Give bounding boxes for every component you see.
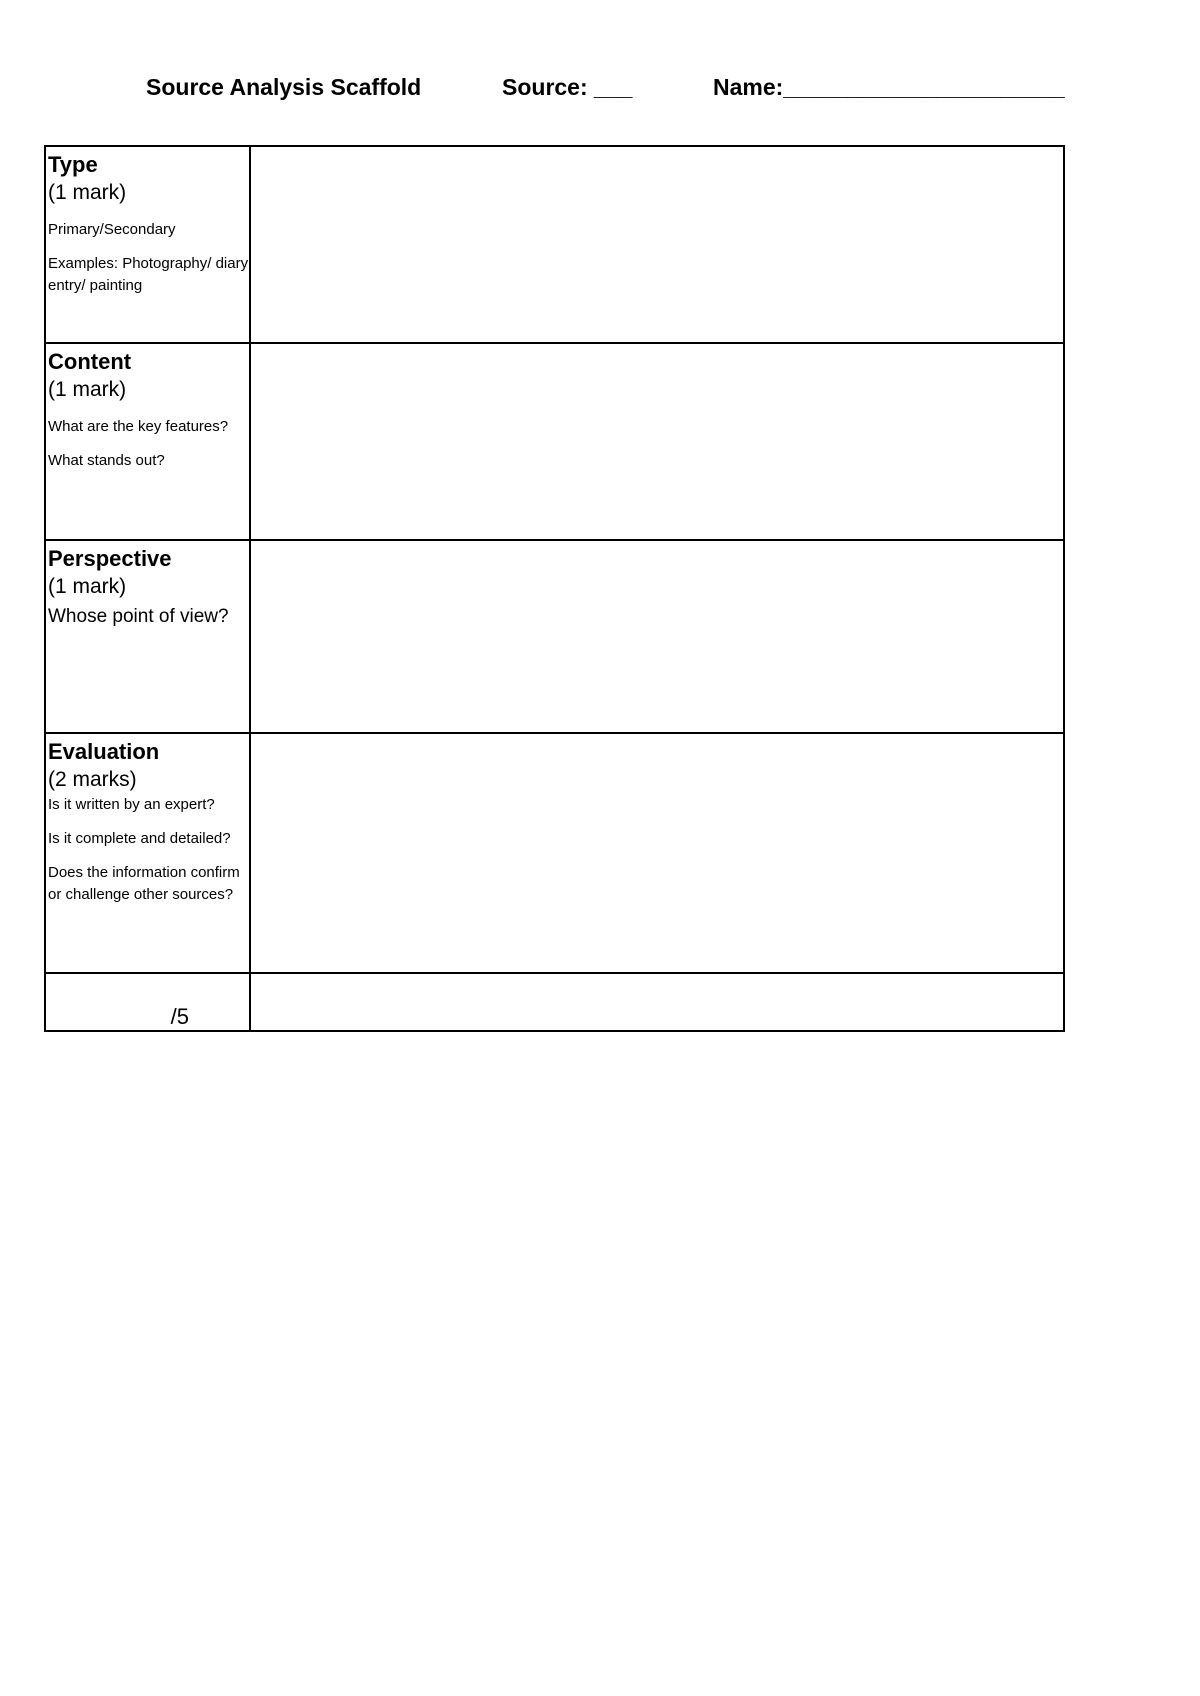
row-title: Type [48,152,98,177]
total-score-cell[interactable] [45,973,250,1031]
worksheet-header [0,74,1200,110]
table-row-content [45,343,1064,540]
perspective-answer-cell[interactable] [250,540,1064,733]
row-prompt: Examples: Photography/ diary entry/ painting [48,255,249,294]
total-comment-cell[interactable] [250,973,1064,1031]
perspective-label-cell [45,540,250,733]
type-answer-cell[interactable] [250,146,1064,343]
row-title: Perspective [48,546,172,571]
evaluation-label-cell [45,733,250,973]
content-answer-cell[interactable] [250,343,1064,540]
worksheet-title: Source Analysis Scaffold [146,74,422,100]
table-row-type [45,146,1064,343]
row-title: Content [48,349,132,374]
row-prompt: Does the information confirm or challenge other sources? [48,864,240,903]
table-row-total [45,973,1064,1031]
row-prompt: What are the key features? [48,418,229,435]
row-prompt: What stands out? [48,452,165,469]
row-marks: (2 marks) [48,768,137,791]
analysis-table [44,145,1065,1032]
content-label-cell [45,343,250,540]
name-field-label: Name:______________________ [713,74,1065,100]
row-marks: (1 mark) [48,378,127,401]
row-title: Evaluation [48,739,160,764]
table-row-evaluation [45,733,1064,973]
type-label-cell [45,146,250,343]
evaluation-answer-cell[interactable] [250,733,1064,973]
row-prompt: Primary/Secondary [48,221,176,238]
row-marks: (1 mark) [48,181,127,204]
row-prompt: Is it complete and detailed? [48,830,231,847]
source-field-label: Source: ___ [502,74,633,100]
row-marks: (1 mark) [48,575,127,598]
total-score-label: /5 [170,1004,189,1029]
table-row-perspective [45,540,1064,733]
row-prompt: Is it written by an expert? [48,796,215,813]
row-prompt: Whose point of view? [48,606,229,627]
